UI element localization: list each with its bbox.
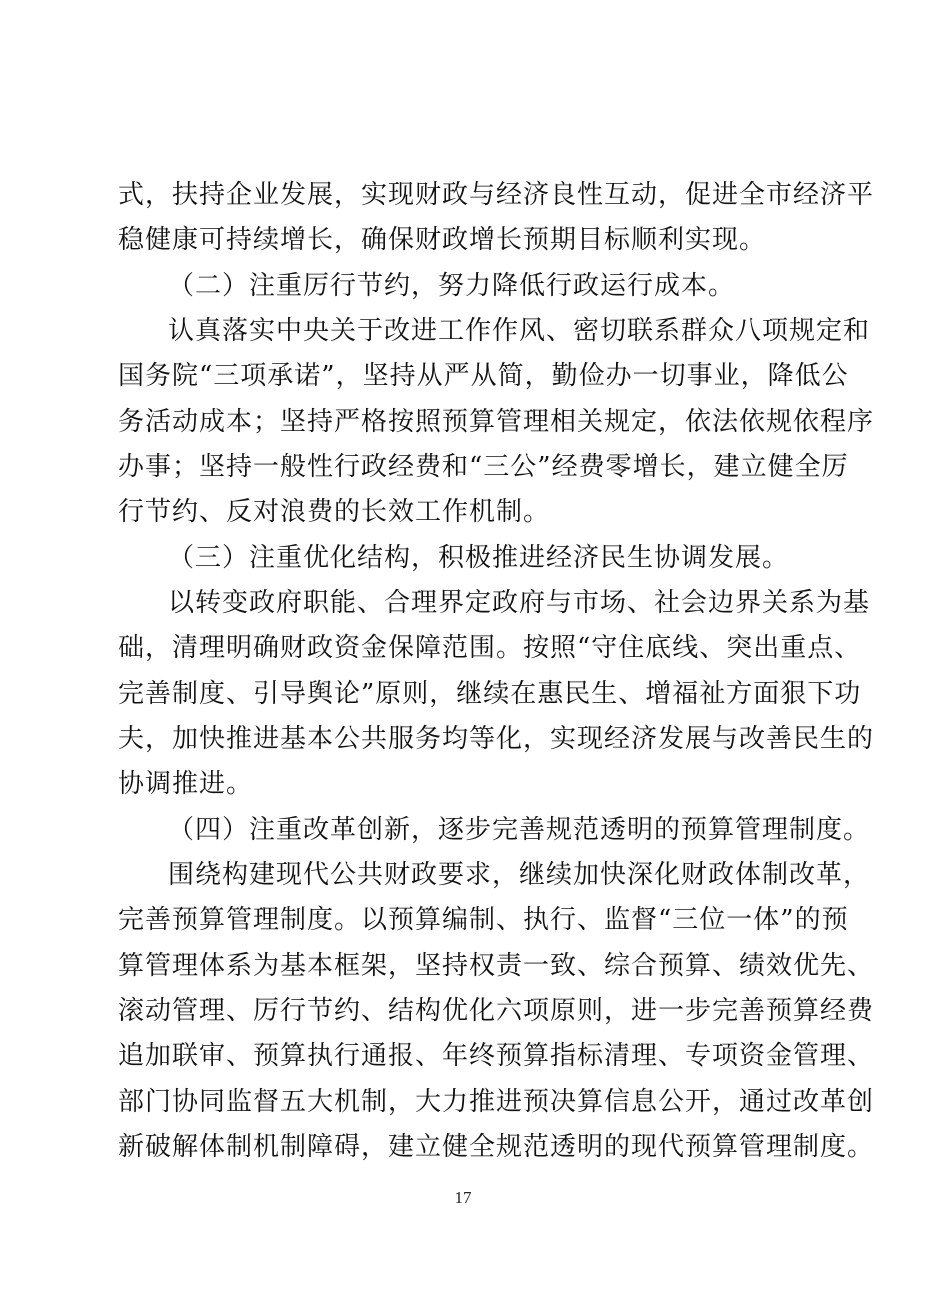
text-line: 以转变政府职能、合理界定政府与市场、社会边界关系为基 [168,588,871,618]
section-heading: （二）注重厉行节约，努力降低行政运行成本。 [168,271,736,301]
text-line: 务活动成本；坚持严格按照预算管理相关规定，依法依规依程序 [118,407,875,437]
text-line: 追加联审、预算执行通报、年终预算指标清理、专项资金管理、 [118,1041,875,1071]
text-line: 新破解体制机制障碍，建立健全规范透明的现代预算管理制度。 [118,1132,875,1162]
text-line: 完善制度、引导舆论”原则，继续在惠民生、增福祉方面狠下功 [118,679,862,709]
text-line: 式，扶持企业发展，实现财政与经济良性互动，促进全市经济平 [118,180,875,210]
text-line: 完善预算管理制度。以预算编制、执行、监督“三位一体”的预 [118,905,849,935]
text-line: 认真落实中央关于改进工作作风、密切联系群众八项规定和 [168,316,871,346]
text-line: 滚动管理、厉行节约、结构优化六项原则，进一步完善预算经费 [118,996,875,1026]
text-line: 围绕构建现代公共财政要求，继续加快深化财政体制改革， [168,860,871,890]
text-line: 行节约、反对浪费的长效工作机制。 [118,497,551,527]
text-line: 础，清理明确财政资金保障范围。按照“守住底线、突出重点、 [118,633,862,663]
page-number: 17 [454,1188,472,1207]
text-line: 稳健康可持续增长，确保财政增长预期目标顺利实现。 [118,225,767,255]
text-line: 办事；坚持一般性行政经费和“三公”经费零增长，建立健全厉 [118,452,849,482]
text-line: 夫，加快推进基本公共服务均等化，实现经济发展与改善民生的 [118,724,875,754]
text-line: 部门协同监督五大机制，大力推进预决算信息公开，通过改革创 [118,1087,875,1117]
text-line: 国务院“三项承诺”，坚持从严从简，勤俭办一切事业，降低公 [118,361,849,391]
section-heading: （三）注重优化结构，积极推进经济民生协调发展。 [168,543,790,573]
text-line: 算管理体系为基本框架，坚持权责一致、综合预算、绩效优先、 [118,951,875,981]
text-line: 协调推进。 [118,769,254,799]
section-heading: （四）注重改革创新，逐步完善规范透明的预算管理制度。 [168,815,871,845]
